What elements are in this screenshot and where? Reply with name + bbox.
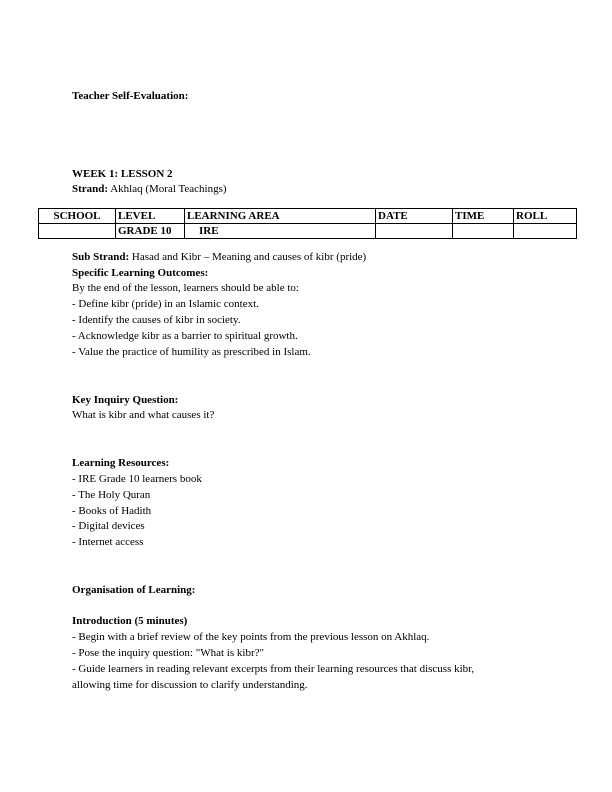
list-item: - Value the practice of humility as prescribed in Islam. [72,346,311,358]
list-item: - Begin with a brief review of the key points from the previous lesson on Akhlaq. [72,631,430,643]
list-item: - Identify the causes of kibr in society. [72,314,241,326]
list-item: allowing time for discussion to clarify understanding. [72,679,308,691]
list-item: - Internet access [72,536,144,548]
list-item: - Acknowledge kibr as a barrier to spiritual growth. [72,330,298,342]
list-item: - The Holy Quran [72,489,151,501]
table-header-cell: DATE [376,209,453,224]
key-inquiry-text: What is kibr and what causes it? [72,409,215,421]
introduction-heading: Introduction (5 minutes) [72,615,188,627]
resources-heading: Learning Resources: [72,457,170,469]
table-header-row [39,209,577,224]
table-header-cell: LEVEL [116,209,185,224]
list-item: - Books of Hadith [72,505,152,517]
table-header-cell: LEARNING AREA [185,209,376,224]
table-header-cell: ROLL [514,209,577,224]
table-cell [376,224,453,239]
organisation-heading: Organisation of Learning: [72,584,196,596]
list-item: - Guide learners in reading relevant excerpts from their learning resources that discuss kibr, [72,663,475,675]
table-cell [39,224,116,239]
self-evaluation-heading: Teacher Self-Evaluation: [72,90,189,102]
sub-strand-line: Sub Strand: Hasad and Kibr – Meaning and causes of kibr (pride) [72,251,367,263]
week-lesson-heading: WEEK 1: LESSON 2 [72,168,173,180]
table-header-cell: TIME [453,209,514,224]
list-item: - Pose the inquiry question: "What is kibr?" [72,647,264,659]
table-cell: IRE [185,224,376,239]
outcomes-heading: Specific Learning Outcomes: [72,267,209,279]
strand-line: Strand: Akhlaq (Moral Teachings) [72,183,227,195]
table-header-cell: SCHOOL [39,209,116,224]
table-cell: GRADE 10 [116,224,185,239]
list-item: - IRE Grade 10 learners book [72,473,202,485]
table-cell [453,224,514,239]
key-inquiry-heading: Key Inquiry Question: [72,394,179,406]
table-cell [514,224,577,239]
list-item: - Digital devices [72,520,145,532]
outcomes-intro: By the end of the lesson, learners should be able to: [72,282,299,294]
table-row [39,224,577,239]
list-item: - Define kibr (pride) in an Islamic context. [72,298,259,310]
lesson-info-table [38,208,577,239]
